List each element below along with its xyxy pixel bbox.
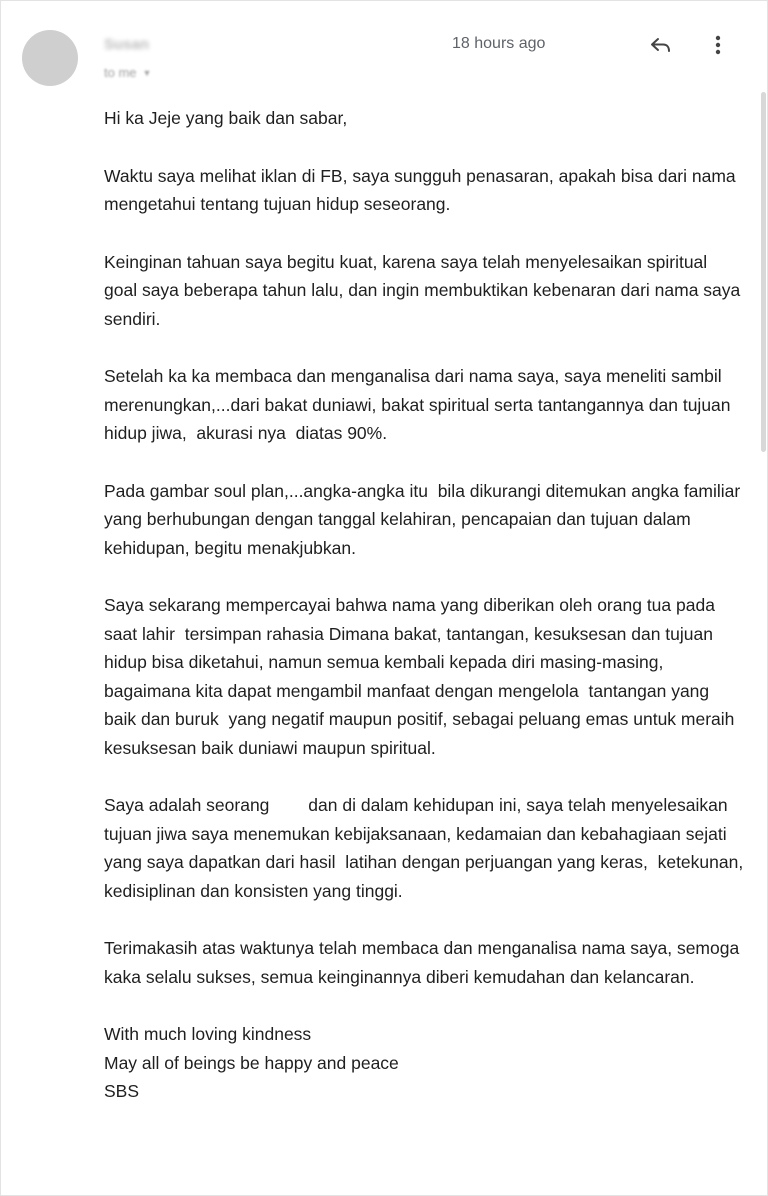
timestamp: 18 hours ago <box>452 35 546 52</box>
signature-line: May all of beings be happy and peace <box>104 1052 399 1073</box>
avatar[interactable] <box>22 30 78 86</box>
message-body <box>104 104 750 1106</box>
message-paragraph: Waktu saya melihat iklan di FB, saya sungguh penasaran, apakah bisa dari nama mengetahui tentang tujuan hidup seseorang. <box>104 165 741 214</box>
more-options-button[interactable] <box>704 30 732 60</box>
greeting-paragraph: Hi ka Jeje yang baik dan sabar, <box>104 108 348 128</box>
message-paragraph: Terimakasih atas waktunya telah membaca dan menganalisa nama saya, semoga kaka selalu sukses, semua keinginannya diberi kemudahan dan kelancaran. <box>104 938 745 987</box>
message-paragraph: Pada gambar soul plan,...angka-angka itu bila dikurangi ditemukan angka familiar yang berhubungan dengan tanggal kelahiran, pencapaian dan tujuan dalam kehidupan, begitu menakjubkan. <box>104 480 750 558</box>
scrollbar[interactable] <box>761 92 766 452</box>
recipient-toggle[interactable] <box>104 65 151 80</box>
message-paragraph: Saya sekarang mempercayai bahwa nama yang diberikan oleh orang tua pada saat lahir tersimpan rahasia Dimana bakat, tantangan, kesuksesan dan tujuan hidup bisa diketahui, namun semua kembali kepada diri masing-masing, bagaimana kita dapat mengambil manfaat dengan mengelola tantangan yang baik dan buruk yang negatif maupun positif, sebagai peluang emas untuk meraih kesuksesan baik duniawi maupun spiritual. <box>104 595 740 758</box>
reply-button[interactable] <box>646 30 676 60</box>
signature-initials: SBS <box>104 1081 140 1101</box>
message-paragraph: Saya adalah seorang dan di dalam kehidupan ini, saya telah menyelesaikan tujuan jiwa saya menemukan kebijaksanaan, kedamaian dan kebahagiaan sejati yang saya dapatkan dari hasil latihan dengan perjuangan yang keras, ketekunan, kedisiplinan dan konsisten yang tinggi. <box>104 795 749 901</box>
reply-icon <box>650 37 672 53</box>
recipient-label: to me <box>104 65 137 80</box>
message-paragraph: Setelah ka ka membaca dan menganalisa dari nama saya, saya meneliti sambil merenungkan,...dari bakat duniawi, bakat spiritual serta tantangannya dan tujuan hidup jiwa, akurasi nya diatas 90%. <box>104 366 736 443</box>
signature-line: With much loving kindness <box>104 1024 312 1044</box>
more-vert-icon <box>715 35 721 55</box>
sender-name[interactable]: Susan <box>104 36 150 53</box>
message-paragraph: Keinginan tahuan saya begitu kuat, karena saya telah menyelesaikan spiritual goal saya beberapa tahun lalu, dan ingin membuktikan kebenaran dari nama saya sendiri. <box>104 251 746 329</box>
chevron-down-icon: ▼ <box>142 67 152 78</box>
